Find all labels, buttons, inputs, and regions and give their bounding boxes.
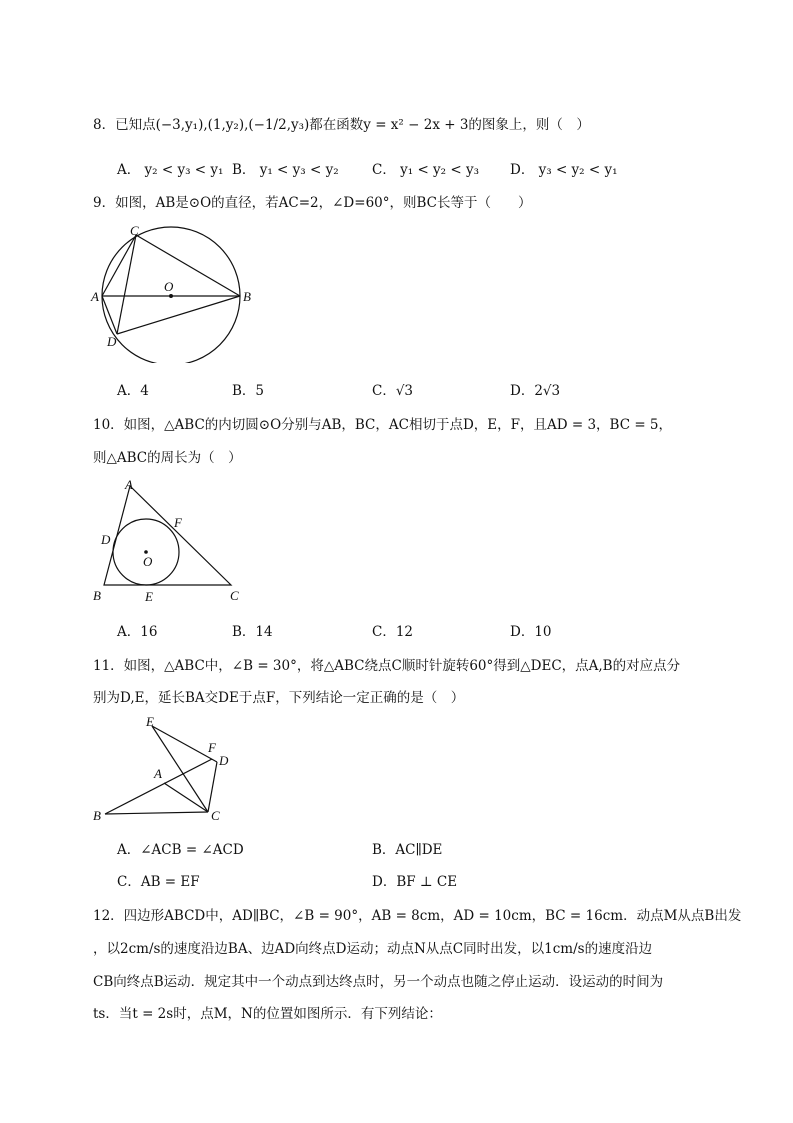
q11-segment-bc — [105, 812, 208, 814]
q11-segment-dc — [208, 762, 217, 812]
q9-label-o: O — [164, 279, 174, 294]
q11-label-a: A — [154, 766, 162, 781]
q11-option-a: A．∠ACB = ∠ACD — [117, 842, 244, 858]
q9-option-d: D．2√3 — [510, 383, 561, 399]
q9-center-dot — [169, 294, 173, 298]
q10-label-b: B — [93, 588, 101, 603]
q11-segment-ac — [164, 783, 208, 812]
q11-option-b: B．AC∥DE — [372, 842, 443, 858]
q10-option-c: C．12 — [372, 624, 414, 640]
q10-label-o: O — [143, 554, 153, 569]
q10-option-d: D．10 — [510, 624, 552, 640]
q11-label-f: F — [208, 740, 216, 755]
q10-stem-line2: 则△ABC的周长为（ ） — [93, 450, 242, 466]
q11-stem-line2: 别为D,E，延长BA交DE于点F，下列结论一定正确的是（ ） — [93, 690, 465, 706]
q9-segment-db — [117, 296, 240, 334]
q12-line3: CB向终点B运动．规定其中一个动点到达终点时，另一个动点也随之停止运动．设运动的时间为 — [93, 974, 664, 990]
q9-segment-cb — [136, 235, 240, 296]
q10-label-d: D — [101, 532, 111, 547]
q10-stem-line1: 10．如图，△ABC的内切圆⊙O分别与AB，BC，AC相切于点D，E，F，且AD = 3，BC = 5， — [93, 417, 673, 433]
q11-label-e: E — [146, 714, 154, 729]
q12-line1: 12．四边形ABCD中，AD∥BC，∠B = 90°，AB = 8cm，AD = 10cm，BC = 16cm．动点M从点B出发 — [93, 908, 742, 924]
q9-label-d: D — [107, 334, 117, 349]
q9-circle-figure — [88, 223, 278, 363]
q9-label-c: C — [130, 223, 139, 238]
q9-label-b: B — [243, 289, 251, 304]
q11-label-d: D — [219, 753, 229, 768]
q10-triangle-figure — [88, 476, 258, 606]
q10-label-a: A — [125, 477, 133, 492]
q8-option-a: A． y₂ < y₃ < y₁ — [117, 162, 224, 178]
q11-rotation-figure — [88, 712, 248, 827]
q9-label-a: A — [91, 289, 99, 304]
q9-stem: 9．如图，AB是⊙O的直径，若AC=2，∠D=60°，则BC长等于（ ） — [93, 195, 532, 211]
q12-line2: ，以2cm/s的速度沿边BA、边AD向终点D运动；动点N从点C同时出发，以1cm/s的速度沿边 — [93, 941, 653, 957]
q12-line4: ts．当t = 2s时，点M，N的位置如图所示．有下列结论： — [93, 1006, 442, 1022]
q8-option-c: C． y₁ < y₂ < y₃ — [372, 162, 480, 178]
q11-option-c: C．AB = EF — [117, 874, 200, 890]
q9-option-b: B．5 — [232, 383, 265, 399]
q8-stem: 8．已知点(−3,y₁),(1,y₂),(−1/2,y₃)都在函数y = x² − 2x + 3的图象上，则（ ） — [93, 117, 590, 133]
q9-option-a: A．4 — [117, 383, 149, 399]
q11-label-c: C — [211, 808, 220, 823]
q10-label-e: E — [145, 589, 153, 604]
q10-label-c: C — [230, 588, 239, 603]
q9-segment-ac — [102, 235, 136, 296]
q11-label-b: B — [93, 808, 101, 823]
q10-option-a: A．16 — [117, 624, 158, 640]
q10-option-b: B．14 — [232, 624, 273, 640]
q8-option-b: B． y₁ < y₃ < y₂ — [232, 162, 339, 178]
q10-triangle-abc — [104, 486, 231, 585]
q11-option-d: D．BF ⊥ CE — [372, 874, 458, 890]
q11-stem-line1: 11．如图，△ABC中，∠B = 30°，将△ABC绕点C顺时针旋转60°得到△DEC，点A,B的对应点分 — [93, 658, 681, 674]
q8-option-d: D． y₃ < y₂ < y₁ — [510, 162, 618, 178]
q9-option-c: C．√3 — [372, 383, 414, 399]
q10-label-f: F — [174, 515, 182, 530]
